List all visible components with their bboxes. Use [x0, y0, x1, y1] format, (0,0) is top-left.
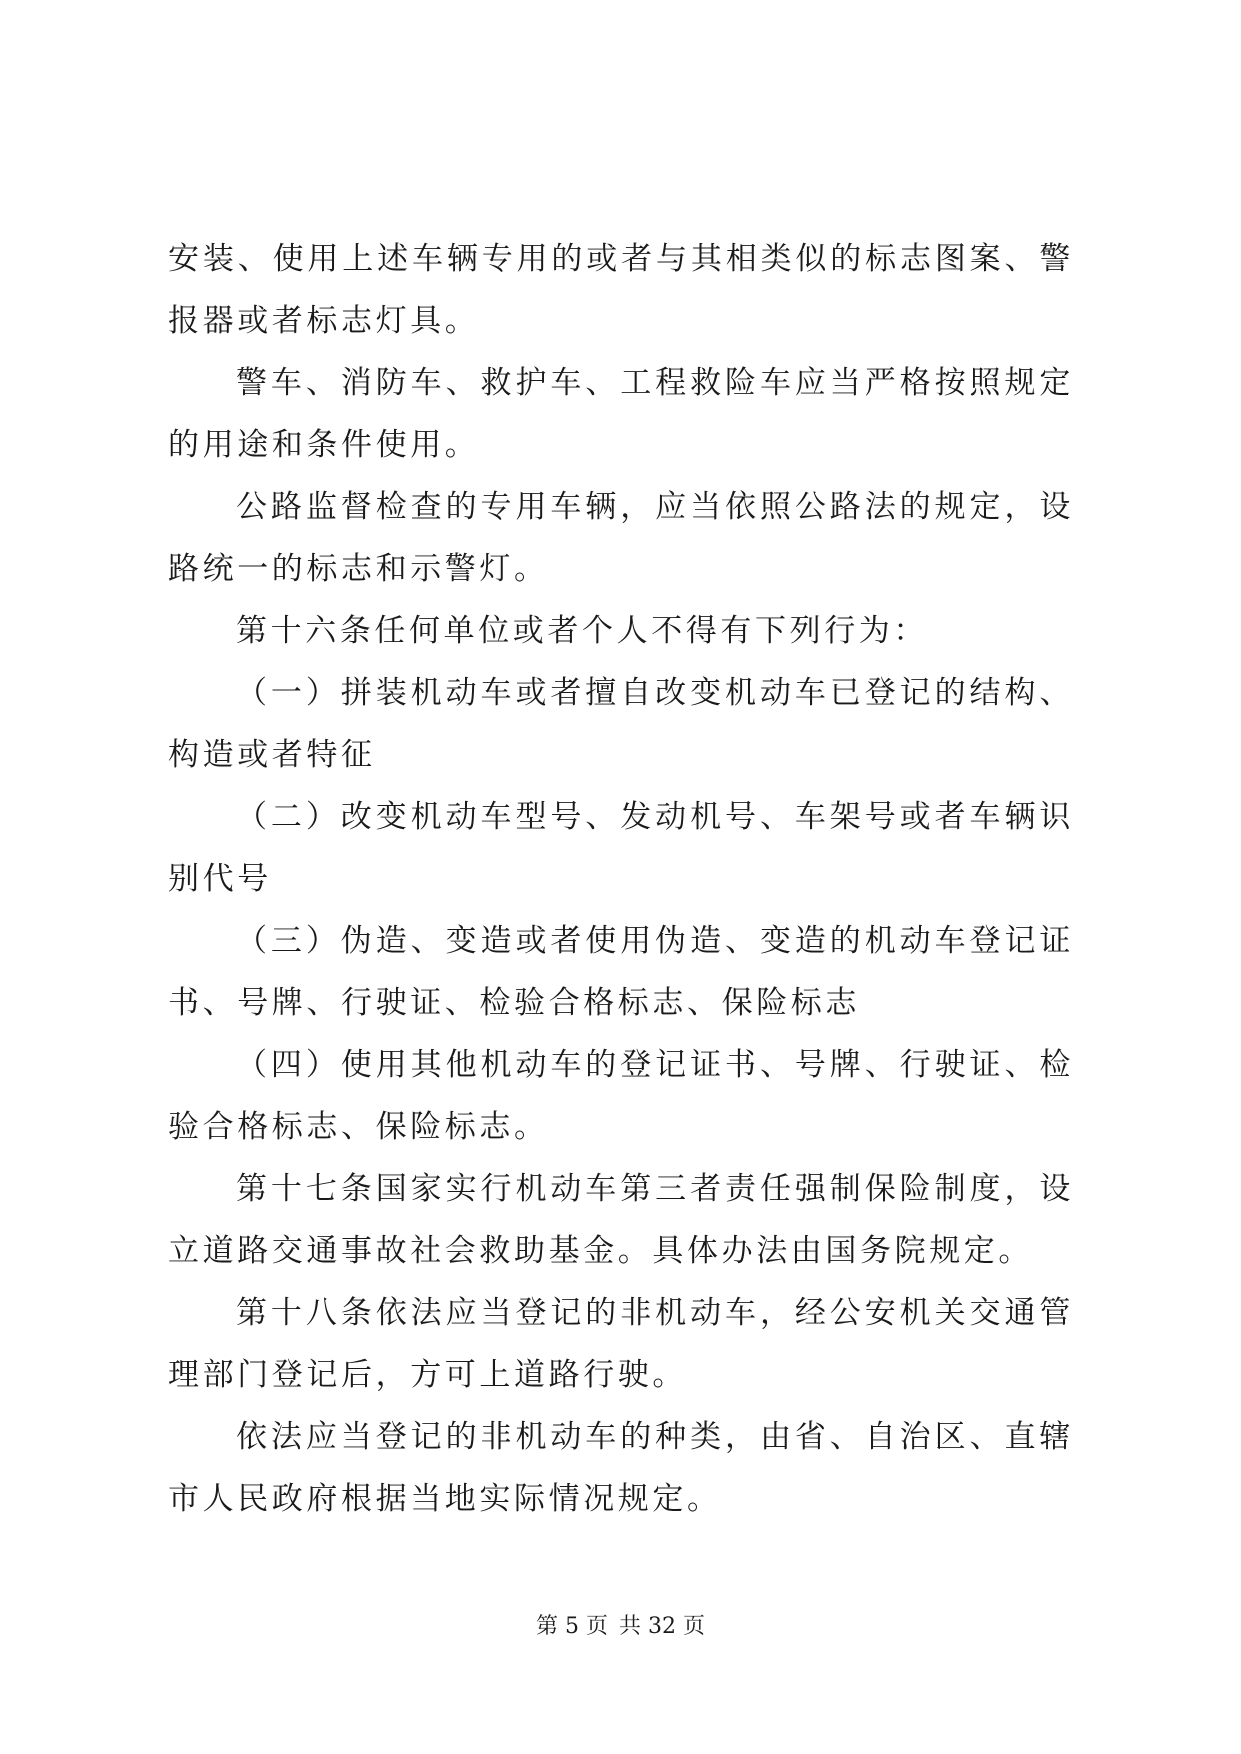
paragraph-article-17: 第十七条国家实行机动车第三者责任强制保险制度，设立道路交通事故社会救助基金。具体办法由国务院规定。	[168, 1171, 1074, 1269]
document-body	[168, 228, 1074, 1530]
page-number: 第 5 页	[536, 1614, 608, 1639]
paragraph-highway-inspection: 公路监督检查的专用车辆，应当依照公路法的规定，设路统一的标志和示警灯。	[168, 489, 1074, 587]
page-total: 共 32 页	[619, 1614, 705, 1639]
list-item-1: （一）拼装机动车或者擅自改变机动车已登记的结构、构造或者特征	[168, 675, 1074, 773]
paragraph-article-16: 第十六条任何单位或者个人不得有下列行为：	[236, 613, 928, 649]
page-footer	[0, 1612, 1241, 1642]
paragraph-article-18: 第十八条依法应当登记的非机动车，经公安机关交通管理部门登记后，方可上道路行驶。	[168, 1295, 1074, 1393]
list-item-3: （三）伪造、变造或者使用伪造、变造的机动车登记证书、号牌、行驶证、检验合格标志、保险标志	[168, 923, 1074, 1021]
paragraph-special-vehicle-use: 警车、消防车、救护车、工程救险车应当严格按照规定的用途和条件使用。	[168, 365, 1074, 463]
paragraph-non-motor-types: 依法应当登记的非机动车的种类，由省、自治区、直辖市人民政府根据当地实际情况规定。	[168, 1419, 1074, 1517]
list-item-2: （二）改变机动车型号、发动机号、车架号或者车辆识别代号	[168, 799, 1074, 897]
paragraph-continuation: 安装、使用上述车辆专用的或者与其相类似的标志图案、警报器或者标志灯具。	[168, 241, 1074, 339]
list-item-4: （四）使用其他机动车的登记证书、号牌、行驶证、检验合格标志、保险标志。	[168, 1047, 1074, 1145]
